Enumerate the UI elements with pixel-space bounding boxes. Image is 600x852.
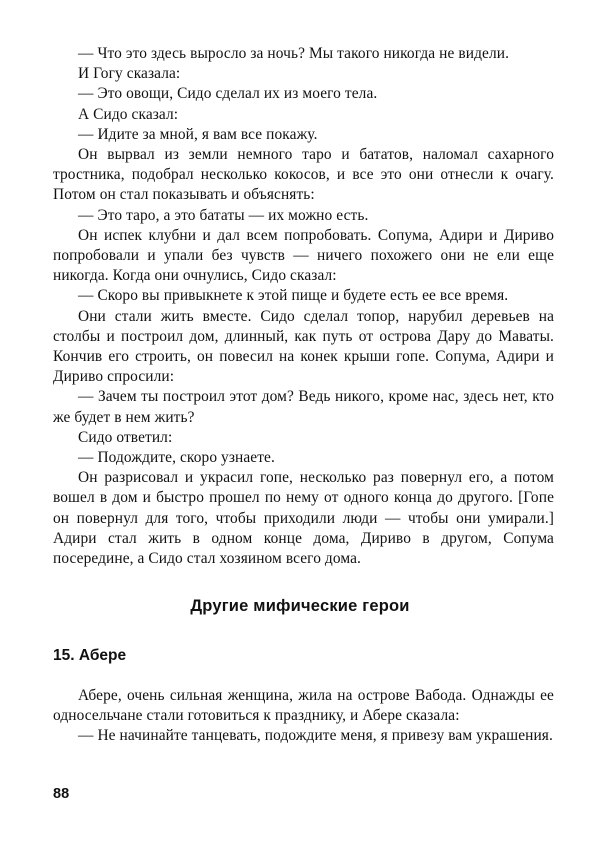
paragraph: И Гогу сказала: (78, 65, 181, 83)
paragraph: Он разрисовал и украсил гопе, несколько раз повернул его, а потом вошел в дом и быстро прошел по нему от одного конца до другого. [Гопе он повернул для того, чтобы приходили люди — чтобы они умирали.] Адири стал жить в одном конце дома, Дириво в другом, Сопума посередине, а Сидо стал хозяином всего дома. (53, 469, 554, 568)
paragraph: Он вырвал из земли немного таро и бататов, наломал сахарного тростника, подобрал несколько кокосов, и все это они отнесли к очагу. Потом он стал показывать и объяснять: (53, 146, 554, 204)
paragraph: — Это овощи, Сидо сделал их из моего тела. (78, 85, 378, 103)
paragraph: — Скоро вы привыкнете к этой пище и будете есть ее все время. (78, 287, 509, 305)
page-number: 88 (53, 786, 70, 802)
paragraph: Абере, очень сильная женщина, жила на острове Вабода. Однажды ее односельчане стали готовиться к празднику, и Абере сказала: (53, 687, 554, 725)
paragraph: Они стали жить вместе. Сидо сделал топор, нарубил деревьев на столбы и построил дом, длинный, как путь от острова Дару до Маваты. Кончив его строить, он повесил на конек крыши гопе. Сопума, Адири и Дириво спросили: (53, 307, 554, 386)
paragraph: — Это таро, а это бататы — их можно есть. (78, 206, 369, 224)
paragraph: Он испек клубни и дал всем попробовать. Сопума, Адири и Дириво попробовали и упали без чувств — ничего похожего они не ели еще никогда. Когда они очнулись, Сидо сказал: (53, 226, 554, 285)
main-text-block (53, 44, 554, 569)
paragraph: Сидо ответил: (78, 428, 173, 446)
paragraph: — Подождите, скоро узнаете. (78, 449, 275, 467)
paragraph: — Что это здесь выросло за ночь? Мы такого никогда не видели. (78, 45, 510, 62)
paragraph: — Не начинайте танцевать, подождите меня, я привезу вам украшения. (78, 727, 553, 745)
story-text-block (53, 686, 554, 747)
story-heading: 15. Абере (53, 647, 127, 664)
paragraph: А Сидо сказал: (78, 105, 179, 123)
section-heading: Другие мифические герои (190, 597, 410, 615)
paragraph: — Идите за мной, я вам все покажу. (78, 125, 318, 143)
paragraph: — Зачем ты построил этот дом? Ведь никого, кроме нас, здесь нет, кто же будет в нем жить? (53, 388, 554, 426)
